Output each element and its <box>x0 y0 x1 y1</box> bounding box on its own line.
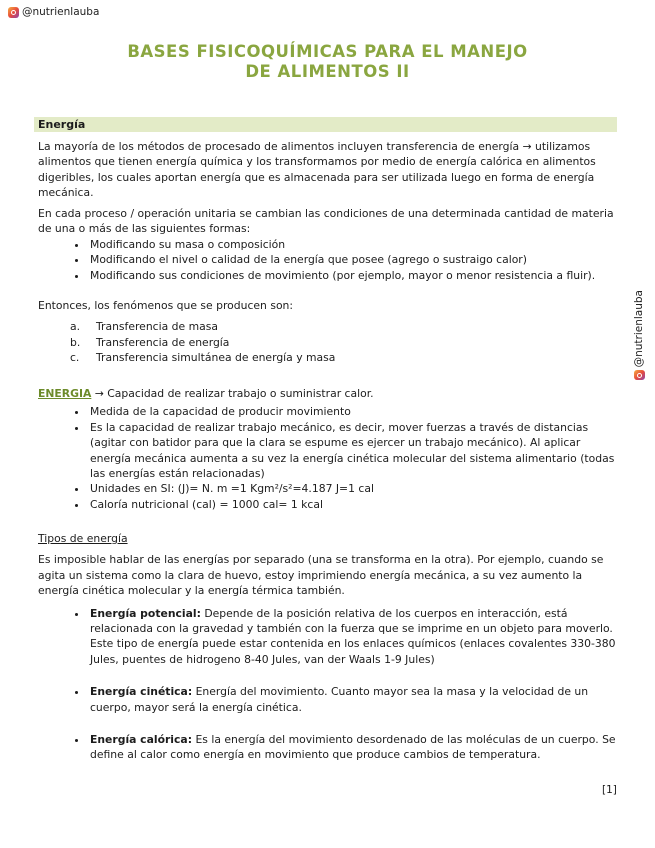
list-item <box>70 319 623 334</box>
list-marker: b. <box>70 335 81 349</box>
energia-keyword: ENERGIA <box>38 387 92 400</box>
tipos-block <box>38 531 623 763</box>
list-item <box>70 350 623 365</box>
list-item: • Es la capacidad de realizar trabajo mecánico, es decir, mover fuerzas a través de distancias (agitar con batidor para que la clara se espume es ejercer un trabajo mecánico). Al aplicar energía mecánica aumenta a su vez la energía cinética molecular del sistema alimentario (todas las energías están relacionadas) <box>88 420 623 482</box>
term-text: Es la energía del movimiento desordenado de las moléculas de un cuerpo. Se define al calor como energía en movimiento que produce cambios de temperatura. <box>90 733 616 762</box>
page-title-line2: DE ALIMENTOS II <box>245 62 410 81</box>
intro-paragraph <box>38 139 623 201</box>
list-marker: a. <box>70 320 81 334</box>
list-item-text: Transferencia de energía <box>96 335 230 349</box>
term: Energía calórica: <box>90 733 193 747</box>
instagram-handle-text: @nutrienlauba <box>22 6 100 18</box>
side-handle-text: @nutrienlauba <box>633 290 645 368</box>
list-item: • Modificando sus condiciones de movimiento (por ejemplo, mayor o menor resistencia a fluir). <box>88 268 623 283</box>
list-marker: c. <box>70 351 80 365</box>
energia-definition-text: → Capacidad de realizar trabajo o suministrar calor. <box>91 387 374 400</box>
side-instagram-handle <box>632 290 646 380</box>
instagram-icon <box>8 7 19 18</box>
term-text: Depende de la posición relativa de los cuerpos en interacción, está relacionada con la gravedad y también con la fuerza que se imprime en un objeto para moverlo. Este tipo de energía puede estar contenida en los enlaces químicos (enlaces covalentes 330-380 Jules, puentes de hidrogeno 8-40 Jules, van der Waals 1-9 Jules) <box>90 606 616 666</box>
list-item: • Caloría nutricional (cal) = 1000 cal= 1 kcal <box>88 497 623 512</box>
intro-p2: En cada proceso / operación unitaria se cambian las condiciones de una determinada cantidad de materia de una o más de las siguientes formas: <box>38 207 614 236</box>
process-block <box>38 206 623 283</box>
instagram-handle <box>8 6 99 18</box>
list-item: • Modificando el nivel o calidad de la energía que posee (agrego o sustraigo calor) <box>88 252 623 267</box>
list-item: • Medida de la capacidad de producir movimiento <box>88 404 623 419</box>
term: Energía potencial: <box>90 606 201 620</box>
list-item: • Unidades en SI: (J)= N. m =1 Kgm²/s²=4.187 J=1 cal <box>88 481 623 496</box>
energia-definition-block <box>38 386 623 512</box>
list-item <box>70 335 623 350</box>
list-item <box>88 684 623 715</box>
intro-p1: La mayoría de los métodos de procesado de alimentos incluyen transferencia de energía → utilizamos alimentos que tienen energía química y los transformamos por medio de energía calórica en alimentos digeribles, los cuales aportan energía que es almacenada para ser utilizada luego en forma de energía mecánica. <box>38 140 596 200</box>
list-item <box>88 732 623 763</box>
tipos-intro: Es imposible hablar de las energías por separado (una se transforma en la otra). Por ejemplo, cuando se agita un sistema como la clara de huevo, estoy imprimiendo energía mecánica, a su vez aumento la energía cinética molecular y la energía térmica también. <box>38 553 604 598</box>
term-text: Energía del movimiento. Cuanto mayor sea la masa y la velocidad de un cuerpo, mayor será la energía cinética. <box>90 685 589 714</box>
page-number: [1] <box>602 784 617 796</box>
list-item: • Modificando su masa o composición <box>88 237 623 252</box>
energia-definition <box>38 386 623 401</box>
term: Energía cinética: <box>90 685 193 699</box>
intro-p3: Entonces, los fenómenos que se producen son: <box>38 299 294 312</box>
phenomena-list <box>38 319 623 365</box>
energia-bullets <box>38 404 623 512</box>
process-bullets <box>38 237 623 283</box>
list-item <box>88 606 623 668</box>
phenomena-block <box>38 298 623 366</box>
tipos-list <box>38 606 623 763</box>
list-item-text: Transferencia de masa <box>96 320 218 334</box>
list-item-text: Transferencia simultánea de energía y masa <box>96 351 336 365</box>
instagram-icon <box>634 370 645 380</box>
tipos-heading: Tipos de energía <box>38 532 128 545</box>
page-title-line1: BASES FISICOQUÍMICAS PARA EL MANEJO <box>127 42 528 61</box>
section-heading-energia: Energía <box>34 117 617 132</box>
